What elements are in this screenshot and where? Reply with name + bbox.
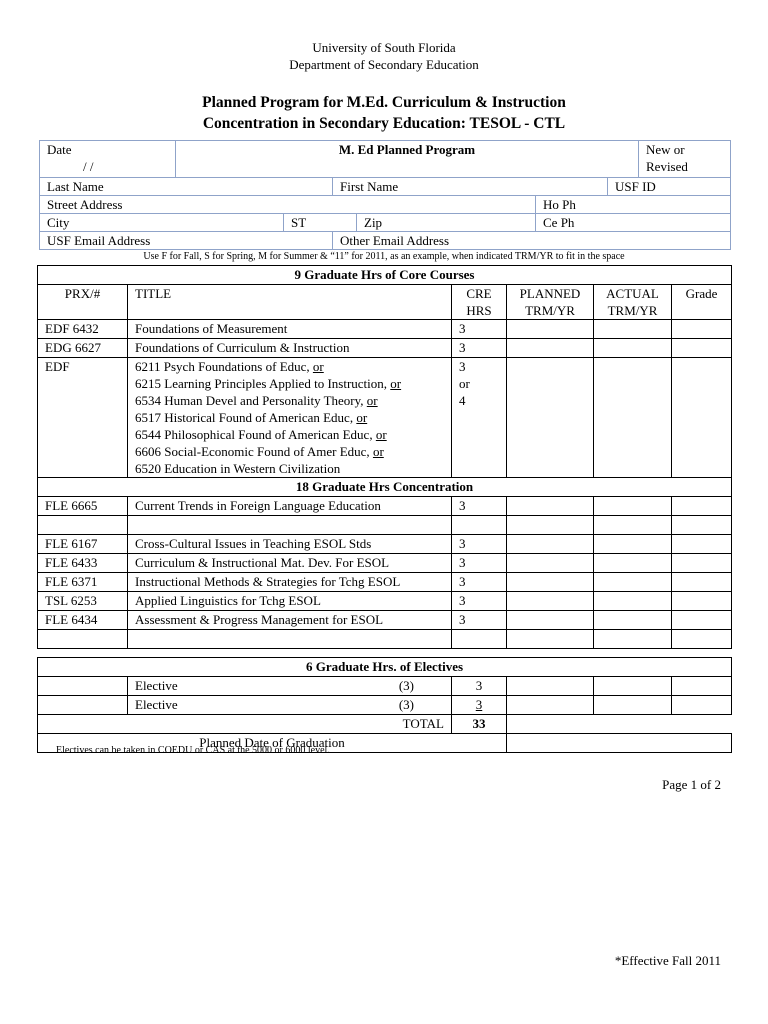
edf-option-text: 6215 Learning Principles Applied to Instruction, [135, 376, 391, 391]
elective-hrs: 3 [452, 677, 507, 696]
col-planned [507, 285, 594, 320]
actual-cell[interactable] [594, 630, 672, 649]
student-info-table [39, 140, 731, 250]
course-title: Applied Linguistics for Tchg ESOL [128, 592, 452, 611]
table-row [38, 677, 732, 696]
col-actual [594, 285, 672, 320]
program-label: M. Ed Planned Program [176, 141, 639, 178]
col-hrs: HRS [466, 303, 492, 318]
planned-cell[interactable] [507, 630, 594, 649]
new-or-label: New or [646, 142, 685, 157]
elective-prx[interactable] [38, 696, 128, 715]
course-hrs: 3 [452, 611, 507, 630]
table-row [38, 497, 732, 516]
edf-option [135, 426, 444, 443]
col-cre: CRE [466, 286, 492, 301]
planned-cell[interactable] [507, 320, 594, 339]
table-row [38, 535, 732, 554]
course-table [37, 265, 732, 753]
page-number: Page 1 of 2 [662, 777, 721, 792]
elective-label: Elective [135, 678, 178, 693]
grade-cell[interactable] [672, 696, 732, 715]
actual-cell[interactable] [594, 573, 672, 592]
edf-option-text: 6544 Philosophical Found of American Educ, [135, 427, 376, 442]
other-email-field[interactable]: Other Email Address [333, 232, 731, 250]
date-label: Date [47, 142, 72, 157]
edf-option-text: 6211 Psych Foundations of Educ, [135, 359, 313, 374]
course-hrs: 3 [452, 573, 507, 592]
first-name-field[interactable]: First Name [333, 178, 608, 196]
graduation-date-field[interactable] [507, 734, 732, 753]
core-heading: 9 Graduate Hrs of Core Courses [38, 266, 732, 285]
form-subtitle: Concentration in Secondary Education: TESOL - CTL [202, 115, 566, 132]
planned-cell[interactable] [507, 677, 594, 696]
edf-option-text: 6534 Human Devel and Personality Theory, [135, 393, 367, 408]
usf-email-field[interactable]: USF Email Address [40, 232, 333, 250]
course-title: Curriculum & Instructional Mat. Dev. For ESOL [128, 554, 452, 573]
home-phone-field[interactable]: Ho Ph [536, 196, 731, 214]
course-hrs: 3 [452, 535, 507, 554]
course-prx: FLE 6371 [38, 573, 128, 592]
street-address-field[interactable]: Street Address [40, 196, 536, 214]
table-row [38, 592, 732, 611]
grade-cell[interactable] [672, 630, 732, 649]
cell-phone-field[interactable]: Ce Ph [536, 214, 731, 232]
table-row [38, 516, 732, 535]
course-prx: FLE 6434 [38, 611, 128, 630]
table-row [38, 339, 732, 358]
course-prx[interactable] [38, 630, 128, 649]
course-prx: FLE 6167 [38, 535, 128, 554]
edf-option [135, 375, 444, 392]
elective-paren: (3) [398, 678, 414, 693]
col-actual-label: ACTUAL [606, 286, 659, 301]
or-word: or [356, 410, 368, 425]
total-row [38, 715, 732, 734]
usf-id-field[interactable]: USF ID [608, 178, 731, 196]
date-field[interactable] [40, 141, 176, 178]
edf-options [128, 358, 452, 478]
edf-option-text: 6520 Education in Western Civilization [135, 461, 341, 476]
actual-cell[interactable] [594, 516, 672, 535]
edf-option [135, 443, 444, 460]
table-row [38, 696, 732, 715]
actual-cell[interactable] [594, 535, 672, 554]
elective-prx[interactable] [38, 677, 128, 696]
or-word: or [375, 427, 387, 442]
course-hrs[interactable] [452, 516, 507, 535]
or-word: or [390, 376, 402, 391]
grade-cell[interactable] [672, 339, 732, 358]
planned-cell[interactable] [507, 497, 594, 516]
grade-cell[interactable] [672, 611, 732, 630]
effective-date: *Effective Fall 2011 [614, 953, 721, 968]
total-blank [507, 715, 732, 734]
grade-cell[interactable] [672, 592, 732, 611]
planned-cell[interactable] [507, 611, 594, 630]
actual-cell[interactable] [594, 554, 672, 573]
course-prx: FLE 6433 [38, 554, 128, 573]
edf-option-text: 6606 Social-Economic Found of Amer Educ, [135, 444, 373, 459]
course-hrs: 3 [452, 339, 507, 358]
course-hrs: 3 [452, 497, 507, 516]
edf-option [135, 358, 444, 375]
or-word: or [366, 393, 378, 408]
grade-cell[interactable] [672, 554, 732, 573]
course-prx: FLE 6665 [38, 497, 128, 516]
col-prx: PRX/# [38, 285, 128, 320]
actual-cell[interactable] [594, 611, 672, 630]
revised-label: Revised [646, 159, 688, 174]
form-title: Planned Program for M.Ed. Curriculum & Instruction [202, 94, 566, 111]
course-hrs[interactable] [452, 630, 507, 649]
elective-label: Elective [135, 697, 178, 712]
edf-option [135, 409, 444, 426]
concentration-heading: 18 Graduate Hrs Concentration [38, 478, 732, 497]
table-row [38, 358, 732, 478]
course-title: Assessment & Progress Management for ESOL [128, 611, 452, 630]
footnote: Electives can be taken in COEDU or CAS at the 5000 or 6000 level. [56, 745, 330, 756]
total-label: TOTAL [38, 715, 452, 734]
grade-cell[interactable] [672, 573, 732, 592]
instruction-note: Use F for Fall, S for Spring, M for Summer & “11” for 2011, as an example, when indicated TRM/YR to fit in the space [143, 251, 625, 262]
grade-cell[interactable] [672, 358, 732, 478]
total-value: 33 [452, 715, 507, 734]
elective-title [128, 696, 452, 715]
graduation-date-label: Planned Date of Graduation [38, 734, 507, 753]
last-name-field[interactable]: Last Name [40, 178, 333, 196]
planned-cell[interactable] [507, 339, 594, 358]
grade-cell[interactable] [672, 516, 732, 535]
course-title: Foundations of Measurement [128, 320, 452, 339]
course-prx: EDF [38, 358, 128, 478]
hrs-or: or [459, 376, 470, 391]
table-row [38, 611, 732, 630]
or-word: or [312, 359, 324, 374]
col-grade: Grade [672, 285, 732, 320]
course-hrs: 3 [452, 554, 507, 573]
course-prx: TSL 6253 [38, 592, 128, 611]
hrs-value: 4 [459, 393, 466, 408]
planned-cell[interactable] [507, 554, 594, 573]
col-cre-hrs [452, 285, 507, 320]
actual-cell[interactable] [594, 497, 672, 516]
city-field[interactable]: City [40, 214, 284, 232]
col-title: TITLE [128, 285, 452, 320]
table-row [38, 554, 732, 573]
section-gap [38, 649, 732, 658]
course-title: Foundations of Curriculum & Instruction [128, 339, 452, 358]
course-prx: EDG 6627 [38, 339, 128, 358]
planned-cell[interactable] [507, 696, 594, 715]
elective-hrs: 3 [452, 696, 507, 715]
planned-cell[interactable] [507, 573, 594, 592]
col-actual-trmyr: TRM/YR [607, 303, 658, 318]
course-hrs: 3 [452, 592, 507, 611]
course-title[interactable] [128, 516, 452, 535]
planned-cell[interactable] [507, 592, 594, 611]
actual-cell[interactable] [594, 696, 672, 715]
actual-cell[interactable] [594, 677, 672, 696]
grade-cell[interactable] [672, 677, 732, 696]
department-name: Department of Secondary Education [289, 57, 479, 72]
new-or-revised-field[interactable] [639, 141, 731, 178]
edf-option [135, 460, 444, 477]
table-row [38, 630, 732, 649]
actual-cell[interactable] [594, 320, 672, 339]
course-prx: EDF 6432 [38, 320, 128, 339]
col-planned-label: PLANNED [519, 286, 581, 301]
actual-cell[interactable] [594, 339, 672, 358]
hrs-value: 3 [459, 359, 466, 374]
zip-field[interactable]: Zip [357, 214, 536, 232]
planned-cell[interactable] [507, 535, 594, 554]
grade-cell[interactable] [672, 497, 732, 516]
course-title[interactable] [128, 630, 452, 649]
planned-cell[interactable] [507, 358, 594, 478]
actual-cell[interactable] [594, 358, 672, 478]
edf-option-text: 6517 Historical Found of American Educ, [135, 410, 357, 425]
planned-cell[interactable] [507, 516, 594, 535]
course-title: Instructional Methods & Strategies for Tchg ESOL [128, 573, 452, 592]
table-row [38, 320, 732, 339]
course-title: Cross-Cultural Issues in Teaching ESOL Stds [128, 535, 452, 554]
course-hrs [452, 358, 507, 478]
grade-cell[interactable] [672, 320, 732, 339]
table-row [38, 573, 732, 592]
grade-cell[interactable] [672, 535, 732, 554]
elective-title [128, 677, 452, 696]
edf-option [135, 392, 444, 409]
state-field[interactable]: ST [284, 214, 357, 232]
course-title: Current Trends in Foreign Language Education [128, 497, 452, 516]
elective-paren: (3) [398, 697, 414, 712]
date-slashes: / / [83, 159, 94, 174]
course-hrs: 3 [452, 320, 507, 339]
or-word: or [372, 444, 384, 459]
university-name: University of South Florida [312, 40, 456, 55]
course-prx[interactable] [38, 516, 128, 535]
actual-cell[interactable] [594, 592, 672, 611]
col-planned-trmyr: TRM/YR [525, 303, 575, 318]
electives-heading: 6 Graduate Hrs. of Electives [38, 658, 732, 677]
